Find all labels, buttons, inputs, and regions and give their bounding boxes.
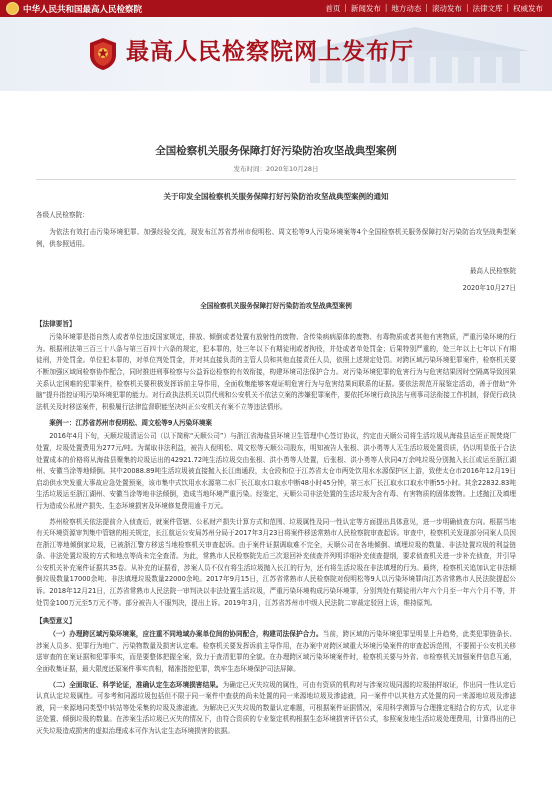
section-heading-typical: 【典型意义】 [36,617,76,626]
nav-separator: | [384,3,388,12]
nav-separator: | [465,3,469,12]
nav-news-release[interactable]: 新闻发布 [350,4,381,13]
sign-date: 2020年10月27日 [462,284,516,293]
typical-point-2-text: 为确定已灭失垃圾的属性，可由有资质的机构对与涉案垃圾同源的垃圾抽样取证，作出同一性认定后认真认定垃圾属性。可参考和同源垃圾包括但不限于同一案件中查获的尚未处置的同一来源地垃圾及渗滤液，同一案件中以其他方式处置的同一来源地垃圾及渗滤液，同一来源地同类型中转站等处采集的垃圾及渗滤液。为解决已灭失垃圾的数量认定难题，可根据案件证据情况，采用科学测算与合理推定相结合的方式，认定非法处置、倾倒垃圾的数量。在涉案生活垃圾已灭失的情况下，由符合资质的专业鉴定机构根据生态环境损害评估公式，参照案发地生活垃圾处理费用，计算得出的已灭失垃圾造成损害的虚拟治理成本可作为认定生态环境损害的依据。 [36,680,517,735]
nav-separator: | [506,3,509,12]
typical-point-1-text: 当前，跨区域的污染环境犯罪呈明显上升趋势，此类犯罪链条长、涉案人员多、犯罪行为地广、污染物数量及损害认定难。检察机关要发挥诉前主导作用，在办案中对跨区域重大环境污染案件的审查起诉范围，不要囿于公安机关移送审查的在案证据和犯罪事实，而是要整体把握全案，致力于查清犯罪的全貌。在办理跨区域污染环境案件时，检察机关要与外省、市检察机关加强案件信息互通，全面收集证据，最大限度还原案件事实真相，精准指控犯罪，筑牢生态环境保护司法屏障。 [36,630,517,674]
nav-authoritative-release[interactable]: 权威发布 [513,4,543,13]
top-bar [0,0,552,17]
law-paragraph: 污染环境罪是指自然人或者单位违反国家规定，排放、倾倒或者处置有放射性的废物、含传染病病原体的废物、有毒物质或者其他有害物质，严重污染环境的行为。根据刑法第三百三十八条与第三百四十六条的规定，犯本罪的，处三年以下有期徒刑或者拘役，并处或者单处罚金；后果特别严重的，处三年以上七年以下有期徒刑，并处罚金。单位犯本罪的，对单位判处罚金，并对其直接负责的主管人员和其他直接责任人员，依照上述规定处罚。对跨区域污染环境犯罪案件，检察机关要不断加强区域间检察协作配合，同时推进刑事检察与公益诉讼检察的有效衔接，构建环境司法保护合力。对污染环境犯罪的危害行为与危害结果因时空隔离导致因果关系认定困难的犯罪案件，检察机关要积极发挥诉前主导作用，全面收集能够客观证明危害行为与危害结果间联系的证据。要依法规范开展鉴定活动，善于借助“外脑”提升指控证明污染环境犯罪的能力。对行政执法机关以罚代刑和公安机关不依法立案的涉嫌犯罪案件，要依托环境行政执法与刑事司法衔接工作机制，督促行政执法机关及时移送案件，积极履行法律监督职能坚决纠正公安机关有案不立等违法情形。 [36,333,516,411]
salutation: 各级人民检察院： [36,211,89,219]
procuratorate-logo-icon[interactable] [88,37,118,71]
nav-rolling-release[interactable]: 滚动发布 [431,4,462,13]
site-name: 中华人民共和国最高人民检察院 [23,4,143,15]
case1-paragraph-1: 2016年4月下旬，天顺垃圾清运公司（以下简称“天顺公司”）与浙江省海盐县环境卫生管理中心签订协议，约定由天顺公司将生活垃圾从海盐县运至正规焚烧厂处置，垃圾处置费用为277元/吨。为谋取非法利益，被告人倪明松、周文松等天顺公司股东，明知被告人张根、洪小勇等人无生活垃圾处置资质，仍以明显低于合法处置成本的价格将从海盐县聚集的垃圾运出的42921.72吨生活垃圾交由张根、洪小勇等人处置，后张根、洪小勇等人伙同4万余吨垃圾分别抛入长江或运至浙江湖州、安徽当涂等地倾倒。其中20088.89吨生活垃圾被直接抛入长江南通段，太仓段和位于江苏省太仓市两处饮用水水源保护区上游，致使太仓市2016年12月19日启动供水突发重大事故应急处置预案，该市集中式饮用水水源第二水厂长江取水口取水中断48小时45分钟，第三水厂长江取水口取水中断55小时。其余22832.83吨生活垃圾运至浙江湖州、安徽当涂等地非法倾倒，造成当地环境严重污染。经鉴定，天顺公司非法处置的生活垃圾为含有毒、有害物质的固体废物。上述抛江及填埋行为造成公私财产损失、生态环境损害及环境修复费用逾千万元。 [36,432,516,510]
typical-point-1-heading: （一）办理跨区域污染环境案，应注重不同地域办案单位间的协同配合，构建司法保护合力。 [49,630,323,639]
nav-home[interactable]: 首页 [325,4,341,13]
national-emblem-icon [6,2,19,15]
signer: 最高人民检察院 [469,267,516,276]
top-nav [322,3,546,14]
article-container [0,143,552,738]
divider [36,179,516,180]
notice-title: 关于印发全国检察机关服务保障打好污染防治攻坚战典型案例的通知 [163,192,389,201]
nav-separator: | [344,3,347,12]
article-title: 全国检察机关服务保障打好污染防治攻坚战典型案例 [155,145,397,157]
site-brand[interactable] [6,2,142,15]
document-title: 全国检察机关服务保障打好污染防治攻坚战典型案例 [200,302,352,311]
section-heading-law: 【法律要旨】 [36,320,76,329]
publish-time: 发布时间：2020年10月28日 [233,165,319,173]
intro-paragraph: 为依法有效打击污染环境犯罪、加强经验交流，现发布江苏省苏州市倪明松、周文松等9人污染环境案等4个全国检察机关服务保障打好污染防治攻坚战典型案例，供参照适用。 [36,228,516,248]
banner-title: 最高人民检察院网上发布厅 [126,38,414,65]
nav-separator: | [425,3,428,12]
typical-point-2-heading: （二）全面取证、科学论证，准确认定生态环境损害结果。 [49,680,223,689]
case1-paragraph-2: 苏州检察机关依法提前介入侦查后，就案件管辖、公私财产损失计算方式和范围、垃圾属性及同一性认定等方面提出具体意见，进一步明确侦查方向。根据当地有关环境资源审判集中管辖的相关规定，长江航运公安局苏州分局于2017年3月23日将案件移送常熟市人民检察院审查起诉。审查中，检察机关发现部分同案人员因在浙江等地倾倒家垃圾，已被浙江警方移送当地检察机关审查起诉。由于案件证据调取难不完全，天顺公司在各地倾倒、填埋垃圾的数量、非法处置垃圾的利益链条、非法处置垃圾的方式和地点等尚未完全查清。为此，常熟市人民检察院先后三次退回补充侦查并列明详细补充侦查提纲，要求侦查机关进一步补充侦查，并引导公安机关补充案件证据共35卷。从补充的证据看，涉案人员不仅有将生活垃圾抛入长江的行为，还有将生活垃圾在非法填埋的行为。最终，检察机关追加认定非法倾倒垃圾数量17000余吨、非法填埋垃圾数量22000余吨。2017年9月15日，江苏省常熟市人民检察院对倪明松等9人以污染环境罪向江苏省常熟市人民法院提起公诉。2018年12月21日，江苏省常熟市人民法院一审判决以非法处置生活垃圾，严重污染环境构成污染环境罪，分别判处有期徒刑六年六个月至一年六个月不等，并处罚金100万元至5万元不等。部分被告人不服判决，提出上诉。2019年3月，江苏省苏州市中级人民法院二审裁定驳回上诉，维持原判。 [36,517,516,607]
nav-law-library[interactable]: 法律文库 [472,4,503,13]
nav-local-news[interactable]: 地方动态 [391,4,422,13]
case1-heading: 案例一：江苏省苏州市倪明松、周文松等9人污染环境案 [49,419,213,428]
site-banner [0,17,552,91]
